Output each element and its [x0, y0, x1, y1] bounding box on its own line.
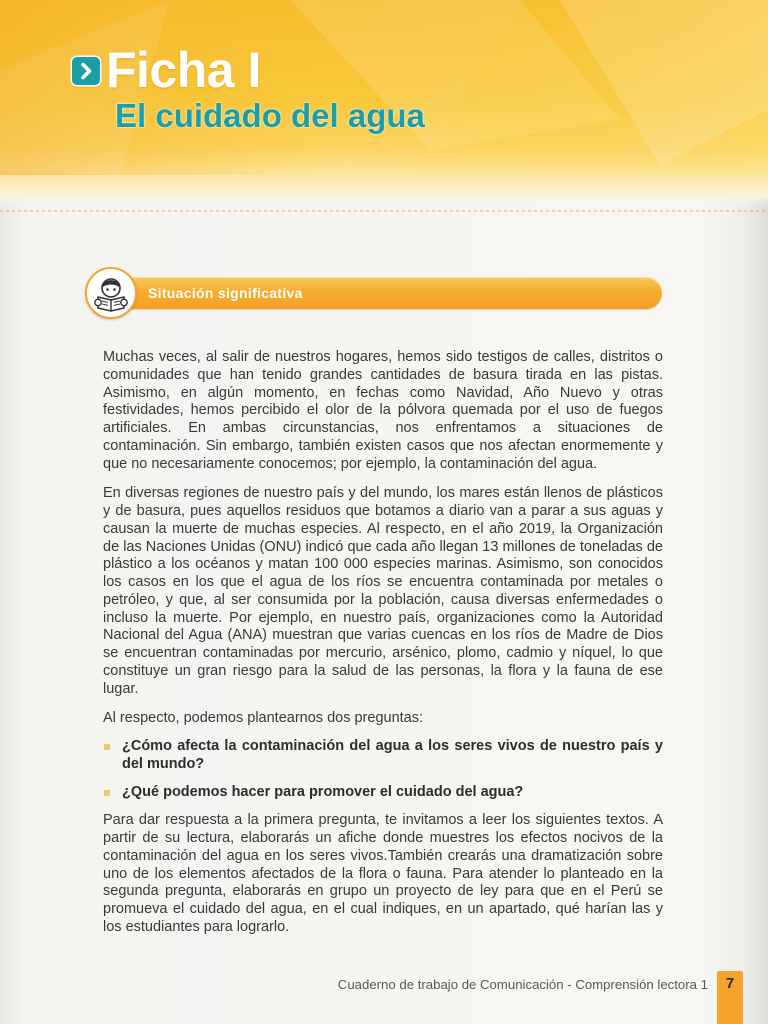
page-number: 7	[725, 975, 735, 992]
paragraph-closing: Para dar respuesta a la primera pregunta, te invitamos a leer los siguientes textos. A partir de su lectura, elaborarás un afiche donde muestres los efectos nocivos de la contaminación del agua en los seres vivos.También crearás una dramatización sobre uno de los elementos afectados de la flora o fauna. Para atender lo planteado en la segunda pregunta, elaborarás en grupo un proyecto de ley para que en el Perú se promueva el cuidado del agua, en el cual indiques, en un apartado, qué harían las y los estudiantes para lograrlo.	[103, 812, 663, 935]
page-number-tab	[717, 971, 743, 1024]
question-item	[103, 784, 663, 802]
question-item	[103, 738, 663, 774]
section-header-bar	[118, 277, 662, 309]
footer-book-title: Cuaderno de trabajo de Comunicación - Comprensión lectora 1	[337, 977, 708, 992]
question-list	[103, 738, 663, 801]
question-text: ¿Cómo afecta la contaminación del agua a los seres vivos de nuestro país y del mundo?	[122, 738, 663, 772]
reading-child-icon	[85, 267, 137, 319]
main-text	[103, 349, 663, 949]
question-text: ¿Qué podemos hacer para promover el cuidado del agua?	[122, 783, 524, 800]
chevron-right-icon	[72, 57, 100, 85]
paragraph-context: En diversas regiones de nuestro país y del mundo, los mares están llenos de plásticos y de basura, pues aquellos residuos que botamos a diario van a parar a sus aguas y causan la muerte de muchas especies. Al respecto, en el año 2019, la Organización de las Naciones Unidas (ONU) indicó que cada año llegan 13 millones de toneladas de plástico a los océanos y matan 100 000 especies marinas. Asimismo, son conocidos los casos en los que el agua de los ríos se encuentra contaminada por metales o petróleo, y que, al ser consumida por la población, causa diversas enfermedades o incluso la muerte. Por ejemplo, en nuestro país, organizaciones como la Autoridad Nacional del Agua (ANA) muestran que varias cuencas en los ríos de Madre de Dios se encuentran contaminadas por mercurio, arsénico, plomo, cadmio y níquel, lo que constituye un gran riesgo para la salud de las personas, la flora y la fauna de ese lugar.	[103, 485, 663, 697]
paragraph-questions-lead: Al respecto, podemos plantearnos dos preguntas:	[103, 710, 424, 727]
section-title: Situación significativa	[148, 285, 303, 301]
bullet-marker	[104, 744, 110, 750]
paragraph-intro: Muchas veces, al salir de nuestros hogares, hemos sido testigos de calles, distritos o comunidades que han tenido grandes cantidades de basura tirada en las pistas. Asimismo, en algún momento, en fechas como Navidad, Año Nuevo y otras festividades, hemos percibido el olor de la pólvora quemada por el uso de fuegos artificiales. En ambas circunstancias, nos enfrentamos a situaciones de contaminación. Sin embargo, también existen casos que nos afectan enormemente y que no necesariamente conocemos; por ejemplo, la contaminación del agua.	[103, 349, 663, 472]
bullet-marker	[104, 790, 110, 796]
page-title: El cuidado del agua	[115, 97, 425, 134]
worksheet-label: Ficha I	[106, 42, 261, 98]
